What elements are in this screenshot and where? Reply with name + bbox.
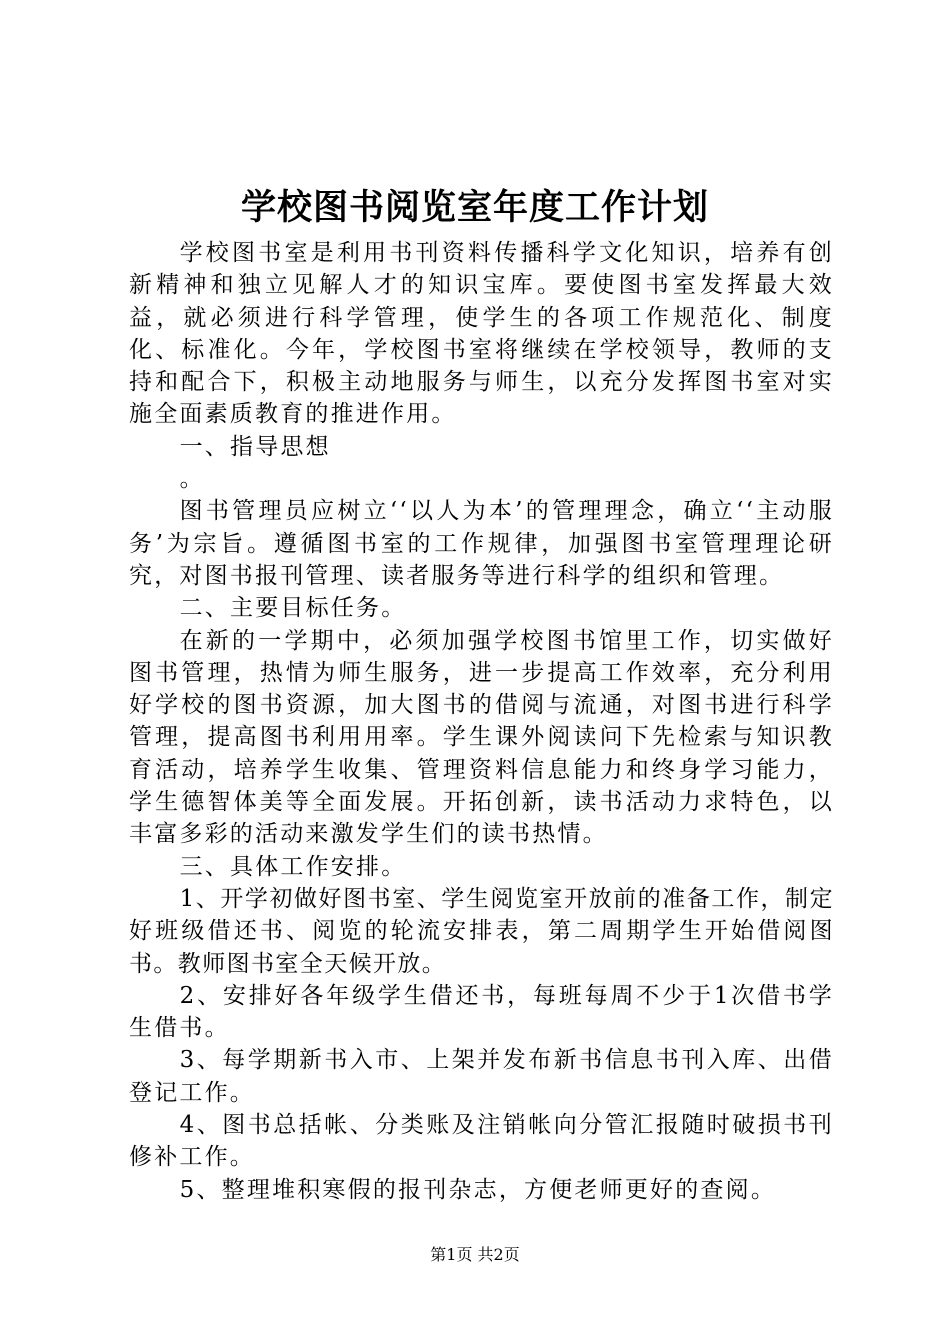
work-item-4: 4、图书总括帐、分类账及注销帐向分管汇报随时破损书刊修补工作。 xyxy=(129,1112,834,1171)
intro-paragraph: 学校图书室是利用书刊资料传播科学文化知识，培养有创新精神和独立见解人才的知识宝库。要使图书室发挥最大效益，就必须进行科学管理，使学生的各项工作规范化、制度化、标准化。今年，学校图书室将继续在学校领导，教师的支持和配合下，积极主动地服务与师生，以充分发挥图书室对实施全面素质教育的推进作用。 xyxy=(129,240,834,428)
work-item-1: 1、开学初做好图书室、学生阅览室开放前的准备工作，制定好班级借还书、阅览的轮流安排表，第二周期学生开始借阅图书。教师图书室全天候开放。 xyxy=(129,885,834,977)
section-heading-guiding-thought: 一、指导思想 xyxy=(179,433,331,460)
work-item-2: 2、安排好各年级学生借还书，每班每周不少于1次借书学生借书。 xyxy=(129,982,834,1042)
work-item-5: 5、整理堆积寒假的报刊杂志，方便老师更好的查阅。 xyxy=(179,1176,777,1203)
document-body xyxy=(129,237,834,1206)
main-goals-paragraph: 在新的一学期中，必须加强学校图书馆里工作，切实做好图书管理，热情为师生服务，进一步提高工作效率，充分利用好学校的图书资源，加大图书的借阅与流通，对图书进行科学管理，提高图书利用用率。学生课外阅读问下先检索与知识教育活动，培养学生收集、管理资料信息能力和终身学习能力，学生德智体美等全面发展。开拓创新，读书活动力求特色，以丰富多彩的活动来激发学生们的读书热情。 xyxy=(129,627,834,848)
page-number-footer: 第1页 共2页 xyxy=(430,1245,520,1264)
document-title: 学校图书阅览室年度工作计划 xyxy=(240,187,709,228)
work-item-3: 3、每学期新书入市、上架并发布新书信息书刊入库、出借登记工作。 xyxy=(129,1047,834,1106)
section-heading-main-goals: 二、主要目标任务。 xyxy=(179,595,407,622)
section-heading-work-arrangement: 三、具体工作安排。 xyxy=(179,853,407,880)
guiding-thought-paragraph: 图书管理员应树立‘‘以人为本’的管理理念，确立‘‘主动服务’为宗旨。遵循图书室的工作规律，加强图书室管理理论研究，对图书报刊管理、读者服务等进行科学的组织和管理。 xyxy=(129,498,834,589)
stray-period-line: 。 xyxy=(179,466,205,493)
